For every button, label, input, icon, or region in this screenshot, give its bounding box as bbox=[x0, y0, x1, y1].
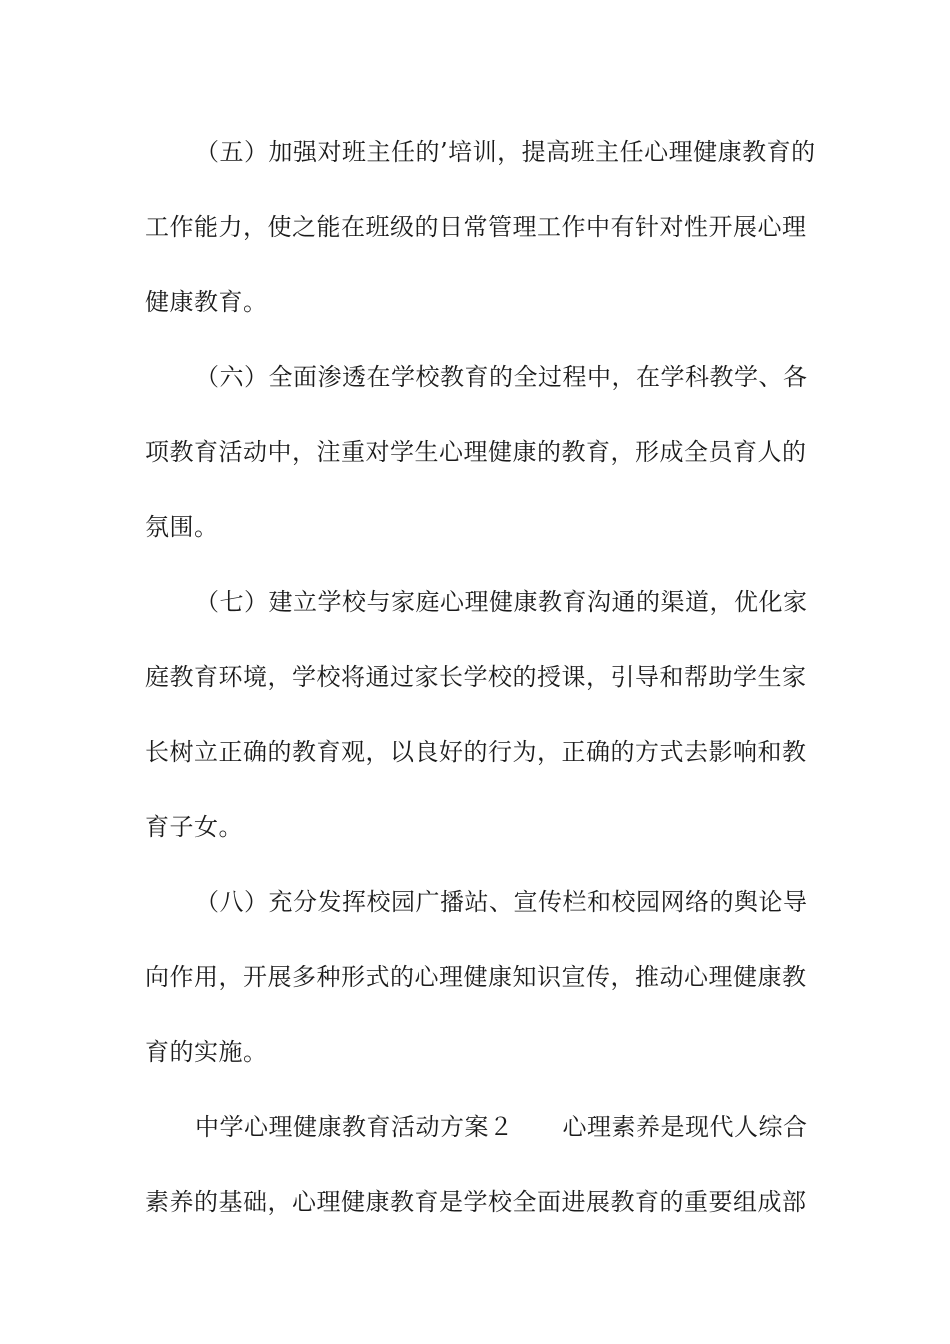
paragraph-7-line-2: 庭教育环境，学校将通过家长学校的授课，引导和帮助学生家 bbox=[145, 663, 807, 691]
paragraph-7-line-3: 长树立正确的教育观，以良好的行为，正确的方式去影响和教 bbox=[145, 738, 807, 766]
paragraph-5-line-2: 工作能力，使之能在班级的日常管理工作中有针对性开展心理 bbox=[145, 213, 807, 241]
paragraph-8-line-3: 育的实施。 bbox=[145, 1038, 268, 1066]
paragraph-8-line-2: 向作用，开展多种形式的心理健康知识宣传，推动心理健康教 bbox=[145, 963, 807, 991]
paragraph-5-line-3: 健康教育。 bbox=[145, 288, 268, 316]
paragraph-6-line-1: （六）全面渗透在学校教育的全过程中，在学科教学、各 bbox=[195, 363, 808, 391]
section-2-line-1: 中学心理健康教育活动方案２ 心理素养是现代人综合 bbox=[195, 1113, 808, 1141]
section-2-line-2: 素养的基础，心理健康教育是学校全面进展教育的重要组成部 bbox=[145, 1188, 807, 1216]
paragraph-7-line-1: （七）建立学校与家庭心理健康教育沟通的渠道，优化家 bbox=[195, 588, 808, 616]
paragraph-5-line-1: （五）加强对班主任的’培训，提高班主任心理健康教育的 bbox=[195, 138, 816, 166]
paragraph-6-line-3: 氛围。 bbox=[145, 513, 219, 541]
paragraph-7-line-4: 育子女。 bbox=[145, 813, 243, 841]
paragraph-6-line-2: 项教育活动中，注重对学生心理健康的教育，形成全员育人的 bbox=[145, 438, 807, 466]
paragraph-8-line-1: （八）充分发挥校园广播站、宣传栏和校园网络的舆论导 bbox=[195, 888, 808, 916]
